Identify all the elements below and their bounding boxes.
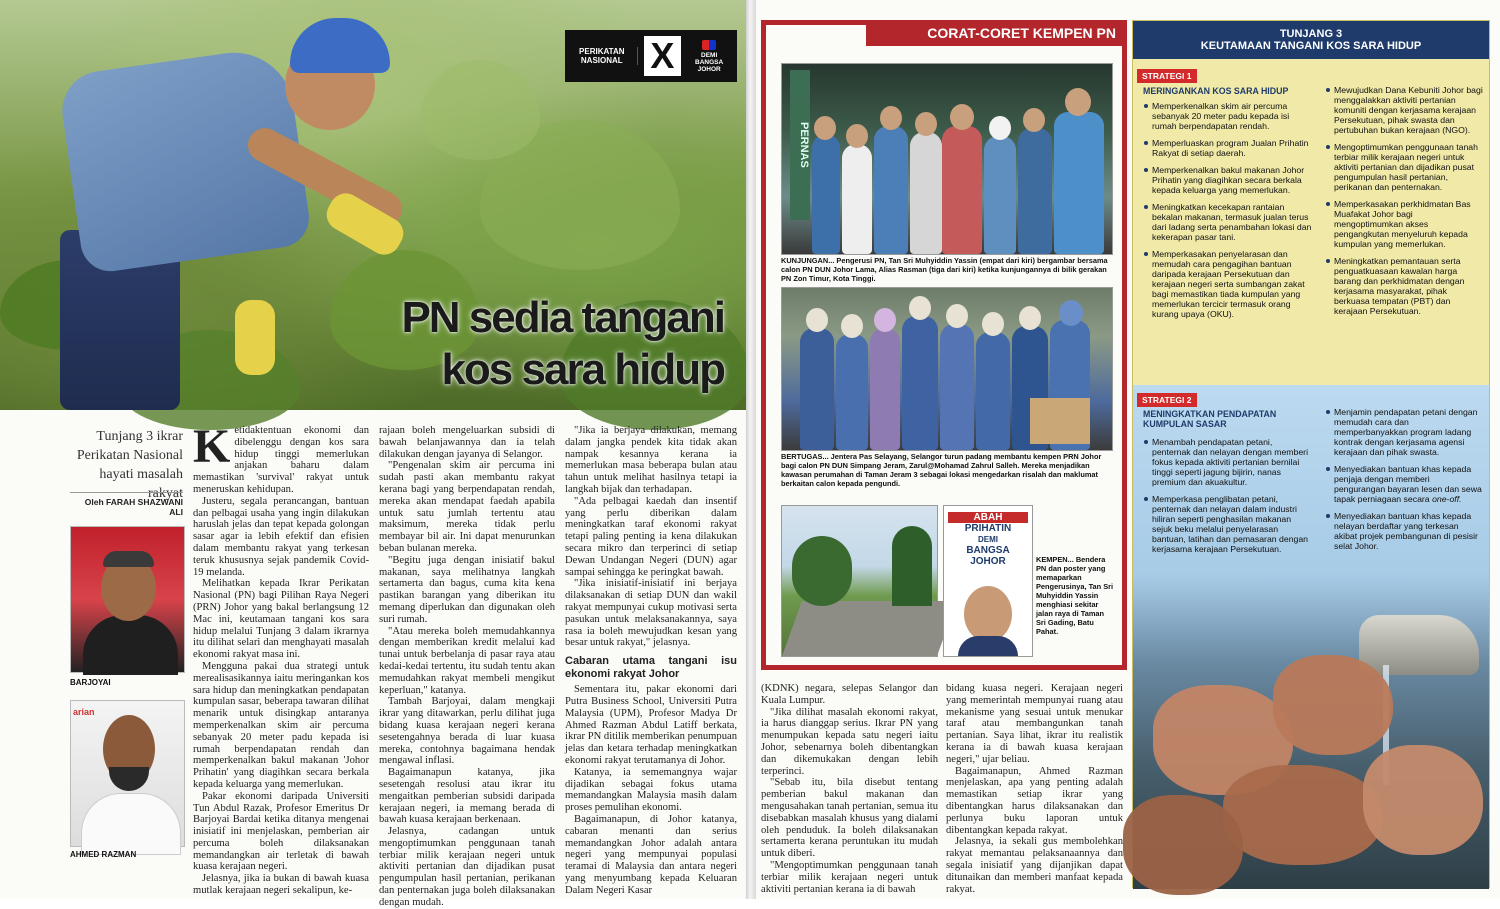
portrait-ahmed-razman: arian	[70, 700, 185, 847]
portrait1-caption: BARJOYAI	[70, 678, 111, 687]
headline	[401, 292, 724, 396]
right-page	[756, 0, 1500, 899]
list-item: Mewujudkan Dana Kebuniti Johor bagi menggalakkan aktiviti pertanian komuniti dengan kerjasama kerajaan Persekutuan, pihak swasta dan pertubuhan bukan kerajaan (NGO).	[1325, 85, 1483, 135]
strategi2-badge: STRATEGI 2	[1137, 393, 1197, 407]
tunjang3-subtitle: KEUTAMAAN TANGANI KOS SARA HIDUP	[1200, 40, 1422, 52]
paragraph: "Jika inisiatif-inisiatif ini berjaya dilaksanakan di setiap DUN dan wakil rakyat mempunyai cukup motivasi serta pasukan untuk melaksanakannya, saya rasa ia boleh mewujudkan kesan yang besar untuk rakyat," jelasnya.	[565, 578, 737, 649]
paragraph: Jelasnya, ia sekali gus membolehkan rakyat memantau pelaksanaannya dan segala inisiatif yang dijanjikan dapat ditunaikan dan memberi manfaat kepada rakyat.	[946, 836, 1123, 895]
list-item: Memperkasakan penyelarasan dan memudah cara pengagihan bantuan daripada kerajaan Persekutuan dan kerajaan negeri serta sumbangan zakat bagi memastikan tiada kumpulan yang memerlukan tercicir termasuk orang kurang upaya (OKU).	[1143, 249, 1313, 319]
byline: Oleh FARAH SHAZWANI ALI	[70, 492, 183, 517]
tunjang3-panel	[1132, 20, 1490, 888]
strategi1-list-left	[1143, 101, 1313, 326]
strategi2-list-right	[1325, 407, 1483, 558]
dropcap: K	[193, 420, 231, 473]
portrait2-caption: AHMED RAZMAN	[70, 850, 137, 859]
strategi1-title: MERINGANKAN KOS SARA HIDUP	[1143, 86, 1289, 96]
portrait-barjoyai	[70, 526, 185, 673]
logo-x-mark: X	[644, 36, 682, 76]
paragraph: Pakar ekonomi daripada Universiti Tun Abdul Razak, Profesor Emeritus Dr Barjoyai Bardai ketika ditanya mengenai inisiatif ini menjelaskan, pemberian air percuma boleh dilaksanakan memandangkan air terletak di bawah kuasa kerajaan negeri.	[193, 790, 369, 873]
photo1-caption: KUNJUNGAN... Pengerusi PN, Tan Sri Muhyiddin Yassin (empat dari kiri) bergambar bersama calon PN DUN Johor Lama, Alias Rasman (tiga dari kiri) ketika kunjungannya di bilik gerakan PN Zon Timur, Kota Tinggi.	[781, 256, 1108, 283]
paragraph: Bagaimanapun katanya, jika sesetengah resolusi atau ikrar itu mengaitkan pemberian subsidi daripada kerajaan negeri, ia memang berada di bawah kuasa kerajaan berkenaan.	[379, 767, 555, 826]
article-continuation-2	[946, 683, 1123, 895]
list-item: Mengoptimumkan penggunaan tanah terbiar milik kerajaan negeri untuk aktiviti pertanian dan dijadikan pusat pengumpulan hasil pertanian, perikanan dan penternakan.	[1325, 142, 1483, 192]
paragraph: Jelasnya, jika ia bukan di bawah kuasa mutlak kerajaan negeri sekalipun, ke-	[193, 873, 369, 897]
campaign-photo-box	[761, 20, 1127, 670]
poster-word: DEMI	[978, 535, 998, 544]
pn-logo	[565, 30, 737, 82]
article-column-1	[193, 420, 369, 897]
poster-word: JOHOR	[970, 556, 1006, 567]
strategi1-list-right	[1325, 85, 1483, 323]
article-column-2	[379, 425, 555, 909]
logo-tagline: DEMI BANGSA JOHOR	[687, 40, 731, 73]
photo-roadside-flags	[781, 505, 938, 657]
subhead: Tunjang 3 ikrar Perikatan Nasional hayati masalah rakyat	[76, 429, 183, 501]
paragraph: bidang kuasa negeri. Kerajaan negeri yang memerintah mempunyai ruang atau mekanisme yang sesuai untuk menukar taraf atau membangunkan tanah pertanian. Saya lihat, ikrar itu realistik kerana ia di bawah kuasa kerajaan negeri," ujar beliau.	[946, 683, 1123, 765]
list-item: Meningkatkan kecekapan rantaian bekalan makanan, termasuk jualan terus dari ladang serta penambahan lokasi dan kekerapan pasar tani.	[1143, 202, 1313, 242]
photo2-caption: BERTUGAS... Jentera Pas Selayang, Selangor turun padang membantu kempen PRN Johor bagi calon PN DUN Simpang Jeram, Zarul@Mohamad Zahrul Salleh. Mereka menjadikan kawasan perumahan di Taman Jeram 3 sebagai lokasi mengedarkan risalah dan maklumat berkaitan calon kepada pengundi.	[781, 452, 1102, 488]
left-page	[0, 0, 748, 908]
article-column-3	[565, 425, 737, 896]
paragraph: rajaan boleh mengeluarkan subsidi di bawah belanjawannya dan ia telah dilakukan dengan jayanya di Selangor.	[379, 425, 555, 460]
paragraph: "Begitu juga dengan inisiatif bakul makanan, saya melihatnya langkah sertamerta dan bagus, cuma kita kena pastikan barangan yang diberikan itu memang diperlukan dan digunakan oleh suri rumah.	[379, 554, 555, 625]
list-item: Memperkenalkan skim air percuma sebanyak 20 meter padu kepada isi rumah berpendapatan rendah.	[1143, 101, 1313, 131]
paragraph: Katanya, ia sememangnya wajar dijadikan sebagai fokus utama memandangkan Malaysia masih dalam proses pemulihan ekonomi.	[565, 766, 737, 814]
paragraph: Sementara itu, pakar ekonomi dari Putra Business School, Universiti Putra Malaysia (UPM), Profesor Madya Dr Ahmed Razman Abdul Latiff berkata, ikrar PN ditilik memberikan penumpuan jelas dan ketara terhadap meningkatkan ekonomi rakyat terutamanya di Johor.	[565, 684, 737, 766]
paragraph: Jelasnya, cadangan untuk mengoptimumkan penggunaan tanah terbiar milik kerajaan negeri untuk aktiviti pertanian dan dijadikan pusat pengumpulan hasil pertanian, perikanan dan penternakan juga boleh dilaksanakan dengan mudah.	[379, 826, 555, 908]
tunjang3-title: TUNJANG 3	[1279, 28, 1343, 40]
strategi2-list-left	[1143, 437, 1313, 561]
list-item: Memperkenalkan bakul makanan Johor Prihatin yang diagihkan secara berkala kepada keluarga yang memerlukan.	[1143, 165, 1313, 195]
paragraph: Justeru, segala perancangan, bantuan dan pelbagai usaha yang ingin dilakukan haruslah jelas dan tepat kepada golongan sasar agar ia lebih efektif dan efisien dalam membantu rakyat yang terkesan teruk khususnya sejak pandemik Covid-19 melanda.	[193, 495, 369, 578]
paragraph: "Pengenalan skim air percuma ini sudah pasti akan membantu rakyat kerana bagi yang berpendapatan rendah, mereka akan mendapat faedah apabila untuk satu jumlah tertentu atau maksimum, mereka tidak perlu membayar bil air. Ini dapat menurunkan beban bulanan mereka.	[379, 460, 555, 554]
paragraph: "Atau mereka boleh memudahkannya dengan memberikan kredit melalui kad tunai untuk berbelanja di pasar raya atau kedai-kedai tertentu, itu sudah tentu akan memudahkan rakyat membeli mengikut keperluan," katanya.	[379, 625, 555, 696]
water-tap-image	[1359, 615, 1479, 675]
list-item: Meningkatkan pemantauan serta penguatkuasaan kawalan harga barang dan perkhidmatan dengan kerjasama masyarakat, pihak berkuasa tempatan (PBT) dan kerajaan Persekutuan.	[1325, 256, 1483, 316]
paragraph: "Jika ia berjaya dilakukan, memang dalam jangka pendek kita tidak akan nampak kesannya kerana ia memerlukan masa beberapa bulan atau tahun untuk melihat hasilnya tetapi ia langkah bijak dan terhadapan.	[565, 425, 737, 495]
list-item: Memperkasakan perkhidmatan Bas Muafakat Johor bagi mengoptimumkan akses pengangkutan menyeluruh kepada kumpulan yang memerlukan.	[1325, 199, 1483, 249]
paragraph: "Mengoptimumkan penggunaan tanah terbiar milik kerajaan negeri untuk aktiviti pertanian kerana ia di bawah	[761, 859, 938, 895]
photo1-banner: PERNAS	[790, 70, 810, 220]
logo-party: PERIKATAN NASIONAL	[571, 47, 638, 65]
list-item: Menambah pendapatan petani, penternak dan nelayan dengan memberi fokus kepada aktiviti pertanian bernilai tinggi seperti jagung bijirin, nanas premium dan akuakultur.	[1143, 437, 1313, 487]
campaign-box-title: CORAT-CORET KEMPEN PN	[866, 20, 1126, 46]
lead-paragraph: Ketidaktentuan ekonomi dan dibelenggu dengan kos sara hidup tinggi memerlukan anjakan baharu dalam memastikan 'survival' rakyat untuk meneruskan kehidupan.	[193, 420, 369, 495]
paragraph: Bagaimanapun, di Johor katanya, cabaran menanti dan serius memandangkan Johor adalah antara negeri yang mempunyai populasi teramai di Malaysia dan antara negeri yang menyumbang kepada Keluaran Dalam Negeri Kasar	[565, 813, 737, 896]
photo-muhyiddin-poster	[943, 505, 1033, 657]
poster-word: BANGSA	[966, 545, 1010, 556]
page-gutter	[746, 0, 756, 899]
strategi2-title: MENINGKATKAN PENDAPATAN KUMPULAN SASAR	[1143, 409, 1277, 429]
list-item: Menyediakan bantuan khas kepada nelayan berdaftar yang terkesan akibat projek pembangunan di pesisir selat Johor.	[1325, 511, 1483, 551]
crosshead: Cabaran utama tangani isu ekonomi rakyat Johor	[565, 655, 737, 681]
paragraph: Mengguna pakai dua strategi untuk merealisasikannya iaitu meringankan kos sara hidup dan meningkatkan pendapatan kumpulan sasar, beberapa tawaran dilihat menarik untuk disingkap antaranya memperkenalkan skim air percuma sebanyak 20 meter padu kepada isi rumah berpendapatan rendah dan memperkenalkan bakul makanan 'Johor Prihatin' yang diagihkan secara berkala kepada keluarga yang memerlukan.	[193, 660, 369, 790]
list-item: Memperkasa penglibatan petani, penternak dan nelayan dalam industri hiliran seperti penghasilan makanan sejuk beku melalui penyelarasan bantuan, latihan dan pemasaran dengan kerjasama kerajaan Persekutuan.	[1143, 494, 1313, 554]
strategi1-badge: STRATEGI 1	[1137, 69, 1197, 83]
photo3-caption: KEMPEN... Bendera PN dan poster yang memaparkan Pengerusinya, Tan Sri Muhyiddin Yassin menghiasi sekitar jalan raya di Taman Sri Gading, Batu Pahat.	[1036, 555, 1114, 636]
poster-word: PRIHATIN	[964, 523, 1012, 534]
article-continuation-1	[761, 683, 938, 895]
list-item: Memperluaskan program Jualan Prihatin Rakyat di setiap daerah.	[1143, 138, 1313, 158]
list-item: Menjamin pendapatan petani dengan memudah cara dan memperbanyakkan program ladang kontrak dengan kerjasama agensi kerajaan dan pihak swasta.	[1325, 407, 1483, 457]
hero-photo-farmer	[0, 0, 746, 410]
paragraph: "Ada pelbagai kaedah dan insentif yang perlu diberikan dalam meningkatkan taraf ekonomi rakyat tetapi paling penting ia kena dilakukan secara mikro dan terperinci di setiap Dewan Undangan Negeri (DUN) agar sampai sehingga ke peringkat bawah.	[565, 495, 737, 578]
paragraph: Tambah Barjoyai, dalam mengkaji ikrar yang ditawarkan, perlu dilihat juga bidang kuasa kerajaan negeri kerana sesetengahnya berada di luar kuasa mereka, contohnya bagaimana hendak mengawal inflasi.	[379, 696, 555, 767]
paragraph: "Sebab itu, bila disebut tentang pemberian bakul makanan dan mengusahakan tanah pertanian, semua itu disebabkan masalah khusus yang dialami oleh penduduk. Ia boleh dilaksanakan sertamerta kerana peruntukan itu mudah untuk diberi.	[761, 777, 938, 860]
paragraph: Melihatkan kepada Ikrar Perikatan Nasional (PN) bagi Pilihan Raya Negeri (PRN) Johor yang bakal berlangsung 12 Mac ini, keutamaan tangani kos sara hidup melalui Tunjang 3 dalam ikrarnya itu dilihat selari dan menghayati masalah ekonomi rakyat masa ini.	[193, 578, 369, 661]
photo-pas-selayang-team	[781, 287, 1113, 451]
paragraph: "Jika dilihat masalah ekonomi rakyat, ia harus dianggap serius. Ikrar PN yang menumpukan kepada satu negeri iaitu Johor, sebenarnya boleh dibentangkan dan dikemukakan dengan lebih terperinci.	[761, 706, 938, 777]
paragraph: Bagaimanapun, Ahmed Razman menjelaskan, apa yang penting adalah memastikan setiap ikrar yang dibentangkan harus dilaksanakan dan perlunya buku laporan untuk dibentangkan kepada rakyat.	[946, 765, 1123, 836]
poster-text	[948, 512, 1028, 567]
paragraph: (KDNK) negara, selepas Selangor dan Kuala Lumpur.	[761, 683, 938, 706]
photo-muhyiddin-visit	[781, 63, 1113, 255]
strategi2-section	[1133, 385, 1489, 889]
headline-line1: PN sedia tangani	[401, 293, 724, 342]
list-item: Menyediakan bantuan khas kepada penjaja dengan memberi pengurangan bayaran lesen dan sewa tapak perniagaan secara one-off.	[1325, 464, 1483, 504]
headline-line2: kos sara hidup	[441, 345, 724, 394]
tunjang3-header	[1133, 21, 1489, 59]
poster-word: ABAH	[948, 512, 1028, 523]
flag-icon	[702, 40, 716, 50]
